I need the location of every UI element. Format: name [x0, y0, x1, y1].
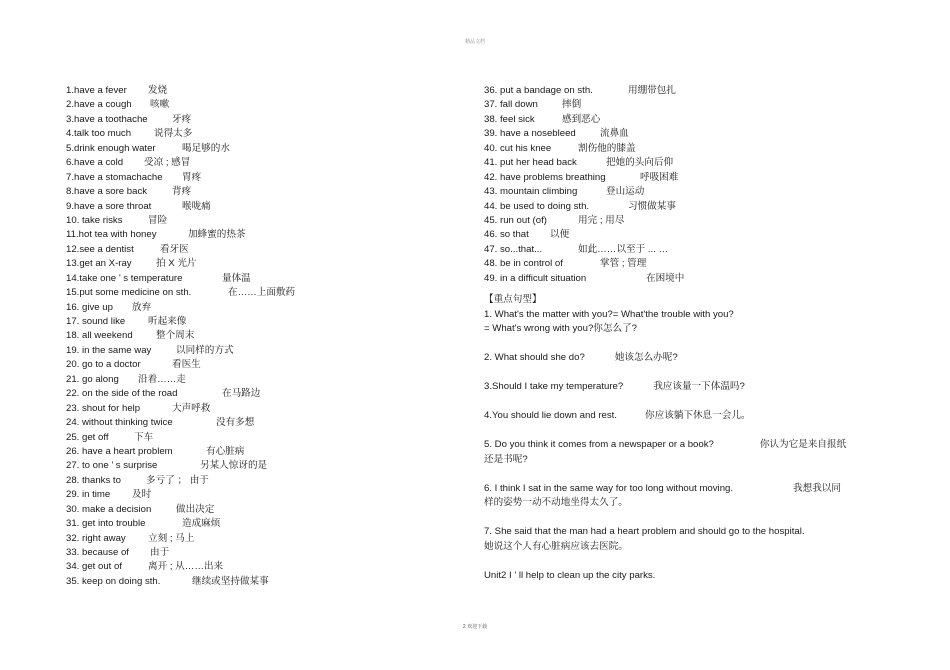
phrase-item: [66, 171, 426, 185]
phrase-item: [66, 373, 426, 387]
phrase-chinese: 以便: [550, 229, 570, 241]
phrase-item: [484, 200, 879, 214]
phrase-chinese: 整个周末: [156, 330, 195, 342]
key-sentences: [484, 308, 879, 555]
phrase-item: [484, 98, 879, 112]
phrase-english: 29. in time: [66, 489, 111, 501]
sentence-chinese-cont: 她说这个人有心脏病应该去医院。: [484, 540, 628, 552]
phrase-item: [484, 214, 879, 228]
sentence-item: [484, 409, 879, 424]
phrase-english: 49. in a difficult situation: [484, 272, 587, 284]
phrase-chinese: 发烧: [148, 85, 168, 96]
phrase-english: 45. run out (of): [484, 214, 547, 226]
phrase-chinese: 牙疼: [172, 113, 192, 125]
sentence-english: 3.Should I take my temperature?: [484, 381, 624, 393]
phrase-item: [66, 358, 426, 372]
sentence-item: [484, 380, 879, 395]
phrase-item: [66, 127, 426, 141]
sentence-english: 2. What should she do?: [484, 352, 585, 364]
phrase-english: 47. so...that...: [484, 243, 543, 255]
sentence-chinese-cont: 还是书呢?: [484, 453, 528, 465]
phrase-english: 44. be used to doing sth.: [484, 200, 590, 212]
phrase-item: [66, 98, 426, 112]
phrase-chinese: 冒险: [148, 214, 168, 226]
phrase-english: 13.get an X-ray: [66, 258, 132, 270]
phrase-english: 14.take one ’ s temperature: [66, 272, 183, 284]
phrase-chinese: 在……上面敷药: [228, 287, 296, 299]
phrase-list-right: [484, 84, 879, 286]
sentence-english: 5. Do you think it comes from a newspaper or a book?: [484, 439, 714, 451]
phrase-chinese: 大声呼救: [172, 402, 211, 414]
phrase-chinese: 呼吸困难: [640, 171, 679, 183]
phrase-item: [66, 113, 426, 127]
phrase-chinese: 由于: [150, 547, 170, 558]
sentence-english: 1. What's the matter with you?= What'the trouble with you?: [484, 308, 734, 320]
sentence-chinese: 我应该量一下体温吗?: [653, 381, 745, 393]
phrase-chinese: 流鼻血: [600, 128, 629, 140]
phrase-chinese: 做出决定: [176, 503, 215, 515]
phrase-english: 34. get out of: [66, 561, 123, 573]
phrase-item: [66, 142, 426, 156]
sentence-english: 4.You should lie down and rest.: [484, 410, 617, 422]
phrase-english: 19. in the same way: [66, 344, 152, 356]
phrase-english: 43. mountain climbing: [484, 186, 578, 198]
phrase-chinese: 割伤他的膝盖: [578, 142, 636, 154]
sentence-item: [484, 351, 879, 366]
phrase-chinese: 加蜂蜜的热茶: [188, 229, 246, 241]
phrase-english: 27. to one ’ s surprise: [66, 460, 158, 472]
sentence-chinese-cont: 样的姿势一动不动地坐得太久了。: [484, 497, 628, 509]
phrase-chinese: 及时: [132, 489, 152, 501]
phrase-chinese: 放弃: [132, 301, 152, 313]
phrase-chinese: 看牙医: [160, 243, 189, 255]
phrase-chinese: 用绷带包扎: [628, 85, 676, 96]
phrase-english: 11.hot tea with honey: [66, 229, 157, 241]
sentence-english: 7. She said that the man had a heart problem and should go to the hospital.: [484, 526, 805, 538]
phrase-item: [484, 257, 879, 271]
phrase-english: 38. feel sick: [484, 113, 535, 125]
phrase-item: [66, 402, 426, 416]
phrase-item: [66, 575, 426, 589]
phrase-item: [66, 416, 426, 430]
phrase-chinese: 拍 X 光片: [156, 258, 197, 270]
phrase-chinese: 把她的头向后仰: [606, 157, 674, 169]
phrase-chinese: 沿着……走: [138, 373, 186, 385]
phrase-item: [66, 517, 426, 531]
phrase-chinese: 有心脏病: [206, 445, 245, 457]
sentence-chinese: 你怎么了?: [593, 323, 637, 335]
phrase-item: [66, 459, 426, 473]
phrase-english: 10. take risks: [66, 214, 123, 226]
phrase-item: [484, 113, 879, 127]
phrase-item: [66, 546, 426, 560]
phrase-item: [66, 387, 426, 401]
phrase-english: 1.have a fever: [66, 85, 127, 96]
phrase-english: 46. so that: [484, 229, 529, 241]
sentence-item: [484, 482, 879, 511]
phrase-chinese: 在困境中: [646, 272, 685, 284]
phrase-item: [484, 272, 879, 286]
phrase-chinese: 喝足够的水: [182, 142, 230, 154]
phrase-english: 42. have problems breathing: [484, 171, 606, 183]
phrase-item: [66, 488, 426, 502]
phrase-english: 28. thanks to: [66, 474, 121, 486]
phrase-chinese: 登山运动: [606, 186, 645, 198]
page-header: 精品文档: [464, 39, 485, 45]
phrase-english: 6.have a cold: [66, 157, 124, 169]
phrase-item: [66, 84, 426, 98]
phrase-english: 36. put a bandage on sth.: [484, 85, 593, 96]
phrase-chinese: 继续或坚持做某事: [192, 575, 269, 587]
sentence-item: [484, 438, 879, 467]
phrase-chinese: 没有多想: [216, 417, 255, 429]
phrase-item: [66, 228, 426, 242]
phrase-chinese: 受凉 ; 感冒: [144, 157, 191, 169]
phrase-english: 30. make a decision: [66, 503, 152, 515]
phrase-chinese: 说得太多: [154, 128, 193, 140]
phrase-item: [66, 431, 426, 445]
sentence-english: 6. I think I sat in the same way for too long without moving.: [484, 482, 734, 494]
phrase-english: 21. go along: [66, 373, 119, 385]
phrase-english: 12.see a dentist: [66, 243, 134, 255]
phrase-list-left: [66, 84, 426, 589]
phrase-english: 16. give up: [66, 301, 113, 313]
phrase-chinese: 另某人惊讶的是: [200, 460, 268, 472]
phrase-chinese: 以同样的方式: [176, 344, 234, 356]
sentence-item: [484, 525, 879, 554]
phrase-english: 33. because of: [66, 547, 129, 558]
phrase-item: [66, 474, 426, 488]
phrase-item: [484, 84, 879, 98]
phrase-english: 8.have a sore back: [66, 186, 148, 198]
phrase-english: 41. put her head back: [484, 157, 577, 169]
sentence-chinese: 你应该躺下休息一会儿。: [645, 410, 751, 422]
phrase-chinese: 立刻 ; 马上: [148, 532, 195, 544]
phrase-item: [66, 532, 426, 546]
phrase-item: [484, 243, 879, 257]
phrase-chinese: 摔倒: [562, 99, 582, 111]
phrase-english: 4.talk too much: [66, 128, 132, 140]
phrase-english: 9.have a sore throat: [66, 200, 152, 212]
sentence-chinese: 你认为它是来自报纸: [759, 439, 847, 451]
phrase-chinese: 如此……以至于 ... …: [578, 243, 669, 255]
phrase-chinese: 掌管 ; 管理: [600, 258, 647, 270]
phrase-english: 22. on the side of the road: [66, 388, 178, 400]
phrase-chinese: 喉咙痛: [182, 200, 211, 212]
phrase-chinese: 咳嗽: [150, 99, 170, 111]
phrase-item: [66, 329, 426, 343]
phrase-english: 20. go to a doctor: [66, 359, 141, 371]
phrase-chinese: 在马路边: [222, 388, 261, 400]
phrase-chinese: 造成麻烦: [182, 518, 221, 530]
phrase-item: [66, 445, 426, 459]
phrase-item: [484, 185, 879, 199]
phrase-english: 3.have a toothache: [66, 113, 148, 125]
phrase-item: [66, 286, 426, 300]
phrase-chinese: 多亏了 ； 由于: [146, 474, 209, 486]
phrase-english: 37. fall down: [484, 99, 538, 111]
phrase-chinese: 下车: [134, 431, 154, 443]
phrase-item: [66, 315, 426, 329]
phrase-chinese: 胃疼: [182, 171, 202, 183]
phrase-english: 48. be in control of: [484, 258, 563, 270]
phrase-item: [66, 272, 426, 286]
phrase-item: [66, 257, 426, 271]
phrase-english: 5.drink enough water: [66, 142, 156, 154]
phrase-english: 40. cut his knee: [484, 142, 552, 154]
phrase-item: [66, 156, 426, 170]
sentence-chinese: 她该怎么办呢?: [614, 352, 678, 364]
right-column: [484, 84, 879, 598]
phrase-english: 7.have a stomachache: [66, 171, 163, 183]
phrase-english: 17. sound like: [66, 316, 126, 327]
phrase-chinese: 听起来像: [148, 316, 187, 327]
phrase-chinese: 习惯做某事: [628, 200, 676, 212]
phrase-english: 32. right away: [66, 532, 126, 544]
section-title: 【重点句型】: [484, 294, 542, 306]
unit-title: Unit2 I ’ ll help to clean up the city parks.: [484, 569, 656, 581]
phrase-item: [66, 243, 426, 257]
phrase-chinese: 感到恶心: [562, 113, 601, 125]
phrase-english: 39. have a nosebleed: [484, 128, 576, 140]
phrase-english: 18. all weekend: [66, 330, 133, 342]
phrase-english: 26. have a heart problem: [66, 445, 173, 457]
phrase-item: [66, 200, 426, 214]
phrase-english: 15.put some medicine on sth.: [66, 287, 192, 299]
page-footer: 2 欢迎下载: [462, 624, 488, 630]
phrase-item: [66, 344, 426, 358]
phrase-chinese: 用完 ; 用尽: [578, 214, 625, 226]
phrase-item: [484, 142, 879, 156]
phrase-english: 25. get off: [66, 431, 109, 443]
phrase-chinese: 离开 ; 从……出来: [148, 561, 224, 573]
phrase-item: [66, 214, 426, 228]
phrase-item: [66, 503, 426, 517]
sentence-chinese: 我想我以同: [793, 482, 841, 494]
phrase-item: [484, 156, 879, 170]
phrase-item: [66, 185, 426, 199]
phrase-item: [66, 560, 426, 574]
phrase-english: 31. get into trouble: [66, 518, 146, 530]
phrase-item: [484, 228, 879, 242]
phrase-english: 23. shout for help: [66, 402, 141, 414]
sentence-item: [484, 308, 879, 337]
phrase-item: [484, 127, 879, 141]
phrase-chinese: 量体温: [222, 272, 251, 284]
phrase-english: 24. without thinking twice: [66, 417, 173, 429]
sentence-english-cont: = What's wrong with you?: [484, 323, 594, 335]
phrase-english: 35. keep on doing sth.: [66, 575, 161, 587]
phrase-english: 2.have a cough: [66, 99, 132, 111]
phrase-chinese: 背疼: [172, 186, 192, 198]
phrase-item: [484, 171, 879, 185]
phrase-item: [66, 301, 426, 315]
phrase-chinese: 看医生: [172, 359, 201, 371]
